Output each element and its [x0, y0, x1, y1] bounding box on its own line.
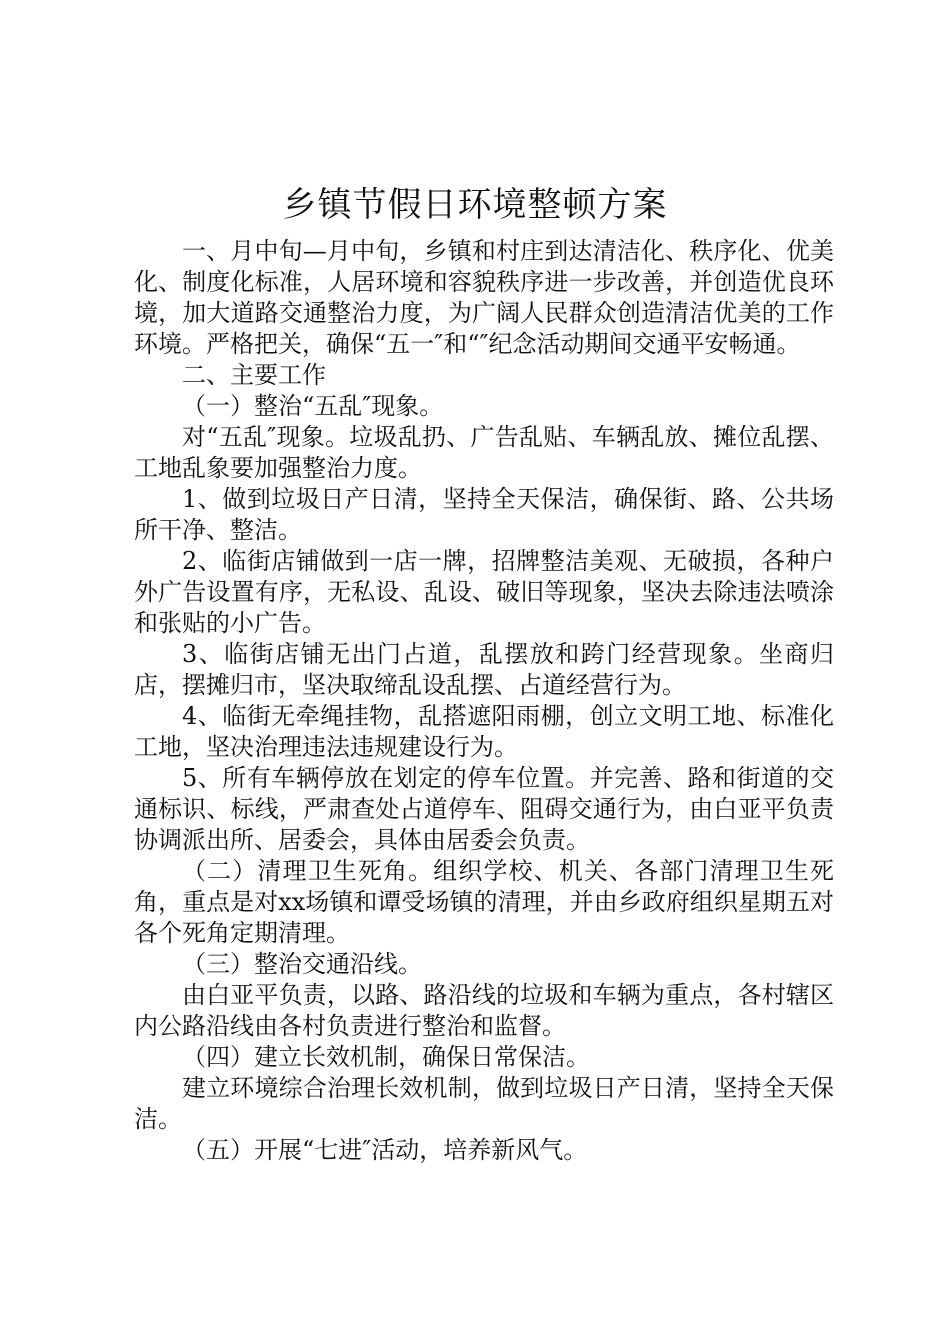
subsection-heading: （三）整治交通沿线。	[182, 950, 422, 978]
list-item: 4、临街无牵绳挂物，乱搭遮阳雨棚，创立文明工地、标准化工地，坚决治理违法违规建设行为。	[134, 702, 834, 761]
list-item: 5、所有车辆停放在划定的停车位置。并完善、路和街道的交通标识、标线，严肃查处占道停车、阻碍交通行为，由白亚平负责协调派出所、居委会，具体由居委会负责。	[134, 764, 834, 854]
section-heading: 二、主要工作	[182, 361, 326, 389]
document-title: 乡镇节假日环境整顿方案	[282, 185, 668, 225]
list-item: 2、临街店铺做到一店一牌，招牌整洁美观、无破损，各种户外广告设置有序，无私设、乱设、破旧等现象，坚决去除违法喷涂和张贴的小广告。	[134, 547, 834, 637]
subsection-heading: （四）建立长效机制，确保日常保洁。	[182, 1043, 590, 1071]
list-item: 3、临街店铺无出门占道，乱摆放和跨门经营现象。坐商归店，摆摊归市，坚决取缔乱设乱摆、占道经营行为。	[134, 640, 834, 699]
paragraph: 由白亚平负责，以路、路沿线的垃圾和车辆为重点，各村辖区内公路沿线由各村负责进行整治和监督。	[134, 981, 834, 1040]
document-body	[134, 236, 834, 1166]
paragraph: 对“五乱″现象。垃圾乱扔、广告乱贴、车辆乱放、摊位乱摆、工地乱象要加强整治力度。	[134, 423, 834, 482]
paragraph: 一、月中旬—月中旬，乡镇和村庄到达清洁化、秩序化、优美化、制度化标准，人居环境和容貌秩序进一步改善，并创造优良环境，加大道路交通整治力度，为广阔人民群众创造清洁优美的工作环境。严格把关，确保“五一″和“″纪念活动期间交通平安畅通。	[134, 237, 834, 358]
paragraph: 建立环境综合治理长效机制，做到垃圾日产日清，坚持全天保洁。	[134, 1074, 834, 1133]
subsection-heading: （一）整治“五乱″现象。	[182, 392, 444, 420]
subsection-paragraph: （二）清理卫生死角。组织学校、机关、各部门清理卫生死角，重点是对xx场镇和谭受场镇的清理，并由乡政府组织星期五对各个死角定期清理。	[134, 857, 834, 947]
list-item: 1、做到垃圾日产日清，坚持全天保洁，确保街、路、公共场所干净、整洁。	[134, 485, 834, 544]
subsection-heading: （五）开展“七进″活动，培养新风气。	[182, 1136, 588, 1164]
